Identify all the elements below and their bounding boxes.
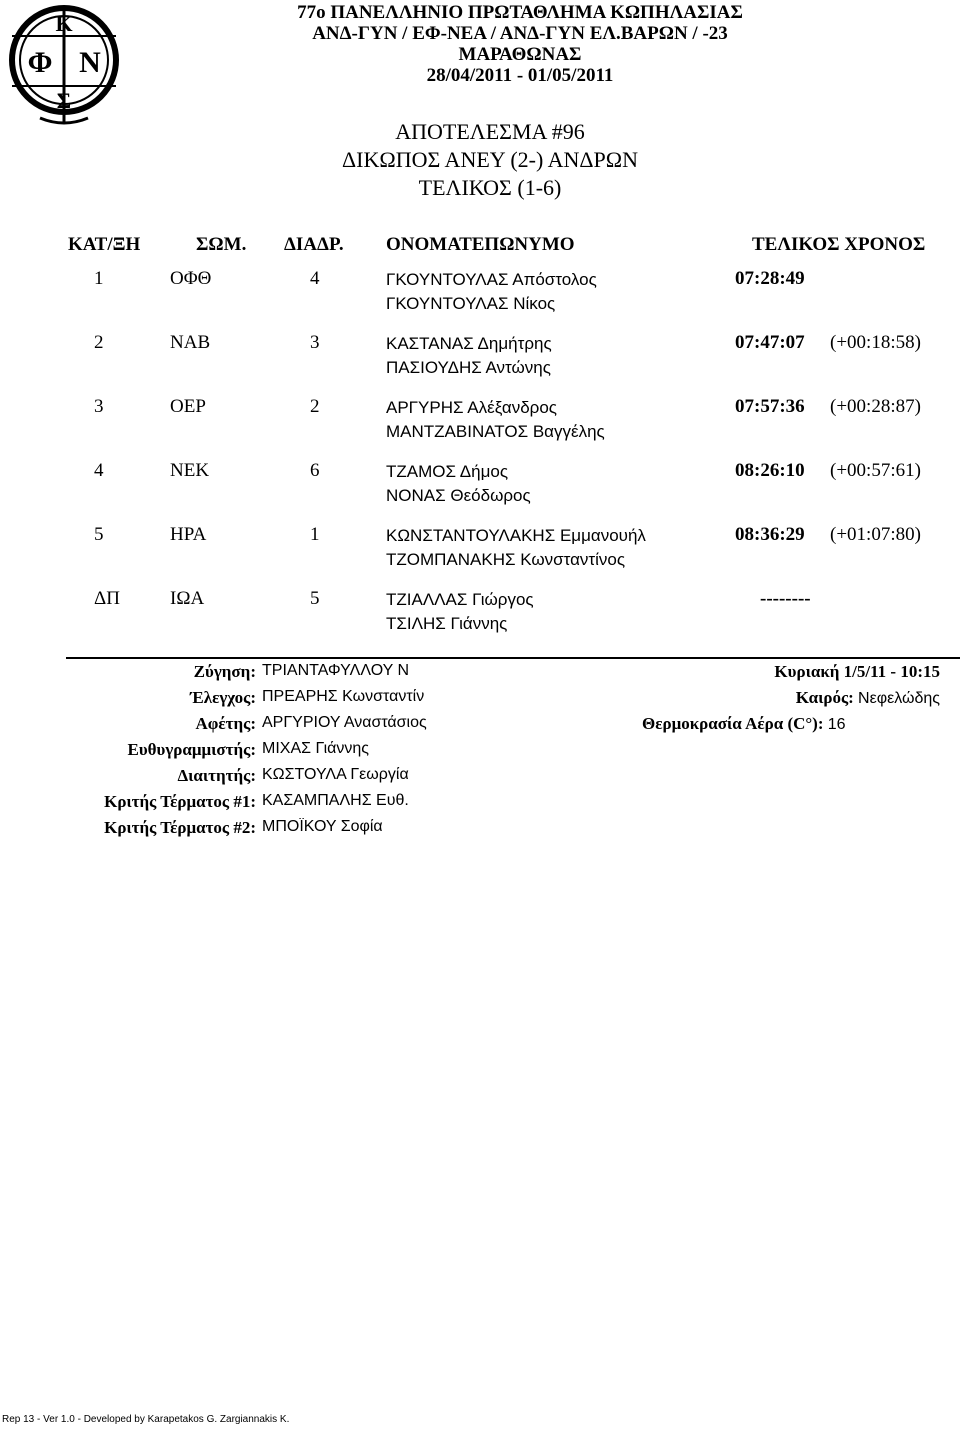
rank: 4	[94, 460, 104, 481]
col-rank: ΚΑΤ/ΞΗ	[68, 234, 141, 255]
rower-2: ΠΑΣΙΟΥΔΗΣ Αντώνης	[386, 358, 551, 377]
official-name: ΜΠΟΪΚΟΥ Σοφία	[262, 818, 383, 835]
logo-letter-k: Κ	[55, 11, 73, 36]
rower-1: ΤΖΑΜΟΣ Δήμος	[386, 462, 509, 481]
venue: ΜΑΡΑΘΩΝΑΣ	[458, 44, 582, 65]
official-label: Έλεγχος:	[190, 688, 256, 707]
dates: 28/04/2011 - 01/05/2011	[426, 65, 614, 86]
temperature	[642, 714, 942, 734]
categories: ΑΝΔ-ΓΥΝ / ΕΦ-ΝΕΑ / ΑΝΔ-ΓΥΝ ΕΛ.ΒΑΡΩΝ / -23	[312, 23, 728, 44]
rower-1: ΑΡΓΥΡΗΣ Αλέξανδρος	[386, 398, 557, 417]
official-label: Κριτής Τέρματος #2:	[104, 818, 256, 837]
time-diff: (+01:07:80)	[830, 524, 921, 545]
rank: 2	[94, 332, 104, 353]
official-row	[0, 818, 460, 844]
table-row	[0, 460, 960, 520]
time-diff: (+00:57:61)	[830, 460, 921, 481]
official-row	[0, 740, 460, 766]
official-name: ΜΙΧΑΣ Γιάννης	[262, 740, 369, 757]
official-name: ΤΡΙΑΝΤΑΦΥΛΛΟΥ Ν	[262, 662, 409, 679]
championship-title: 77ο ΠΑΝΕΛΛΗΝΙΟ ΠΡΩΤΑΘΛΗΜΑ ΚΩΠΗΛΑΣΙΑΣ	[297, 2, 743, 23]
official-row	[0, 792, 460, 818]
rower-1: ΓΚΟΥΝΤΟΥΛΑΣ Απόστολος	[386, 270, 597, 289]
lane: 4	[310, 268, 320, 289]
weather-label: Καιρός:	[795, 688, 854, 707]
logo-letter-n: Ν	[79, 46, 101, 79]
official-name: ΠΡΕΑΡΗΣ Κωνσταντίν	[262, 688, 425, 705]
rower-1: ΤΖΙΑΛΛΑΣ Γιώργος	[386, 590, 534, 609]
race-datetime: Κυριακή 1/5/11 - 10:15	[774, 662, 940, 681]
official-label: Αφέτης:	[195, 714, 256, 733]
championship-header	[230, 2, 810, 86]
official-name: ΚΩΣΤΟΥΛΑ Γεωργία	[262, 766, 409, 783]
official-label: Κριτής Τέρματος #1:	[104, 792, 256, 811]
lane: 2	[310, 396, 320, 417]
lane: 3	[310, 332, 320, 353]
official-name: ΑΡΓΥΡΙΟΥ Αναστάσιος	[262, 714, 427, 731]
rank: 3	[94, 396, 104, 417]
rower-2: ΓΚΟΥΝΤΟΥΛΑΣ Νίκος	[386, 294, 556, 313]
lane: 6	[310, 460, 320, 481]
official-name: ΚΑΣΑΜΠΑΛΗΣ Ευθ.	[262, 792, 409, 809]
final-time: 07:57:36	[735, 396, 805, 417]
race-stage: ΤΕΛΙΚΟΣ (1-6)	[418, 175, 562, 200]
result-header	[180, 118, 800, 202]
temperature-label: Θερμοκρασία Αέρα (C°):	[642, 714, 824, 733]
col-club: ΣΩΜ.	[196, 234, 247, 255]
table-row	[0, 268, 960, 328]
col-time: ΤΕΛΙΚΟΣ ΧΡΟΝΟΣ	[752, 234, 926, 255]
club: ΙΩΑ	[170, 588, 205, 609]
logo-letter-sigma: Σ	[56, 88, 72, 113]
official-row	[0, 766, 460, 792]
federation-logo	[0, 0, 128, 130]
result-number: ΑΠΟΤΕΛΕΣΜΑ #96	[395, 119, 585, 144]
club: ΟΦΘ	[170, 268, 212, 289]
rower-2: ΝΟΝΑΣ Θεόδωρος	[386, 486, 531, 505]
rower-2: ΤΖΟΜΠΑΝΑΚΗΣ Κωνσταντίνος	[386, 550, 626, 569]
rower-1: ΚΑΣΤΑΝΑΣ Δημήτρης	[386, 334, 552, 353]
table-row	[0, 588, 960, 648]
col-lane: ΔΙΑΔΡ.	[284, 234, 344, 255]
final-time: --------	[760, 588, 811, 609]
time-diff: (+00:18:58)	[830, 332, 921, 353]
official-row	[0, 714, 460, 740]
rank: ΔΠ	[94, 588, 120, 609]
table-row	[0, 332, 960, 392]
final-time: 08:26:10	[735, 460, 805, 481]
final-time: 07:47:07	[735, 332, 805, 353]
rower-1: ΚΩΝΣΤΑΝΤΟΥΛΑΚΗΣ Εμμανουήλ	[386, 526, 646, 545]
separator-line	[66, 657, 960, 659]
official-label: Ζύγηση:	[193, 662, 256, 681]
rower-2: ΤΣΙΛΗΣ Γιάννης	[386, 614, 508, 633]
club: ΝΕΚ	[170, 460, 210, 481]
report-footer: Rep 13 - Ver 1.0 - Developed by Karapetakos G. Zargiannakis K.	[2, 1414, 290, 1425]
weather	[390, 688, 940, 708]
table-row	[0, 524, 960, 584]
temperature-value: 16	[827, 716, 846, 733]
rower-2: ΜΑΝΤΖΑΒΙΝΑΤΟΣ Βαγγέλης	[386, 422, 605, 441]
rank: 1	[94, 268, 104, 289]
official-label: Ευθυγραμμιστής:	[127, 740, 256, 759]
col-names: ΟΝΟΜΑΤΕΠΩΝΥΜΟ	[386, 234, 575, 255]
event-name: ΔΙΚΩΠΟΣ ΑΝΕΥ (2-) ΑΝΔΡΩΝ	[341, 147, 639, 172]
lane: 1	[310, 524, 320, 545]
rank: 5	[94, 524, 104, 545]
club: ΟΕΡ	[170, 396, 206, 417]
table-row	[0, 396, 960, 456]
official-label: Διαιτητής:	[177, 766, 256, 785]
logo-letter-phi: Φ	[27, 46, 53, 79]
club: ΗΡΑ	[170, 524, 207, 545]
final-time: 08:36:29	[735, 524, 805, 545]
lane: 5	[310, 588, 320, 609]
club: ΝΑΒ	[170, 332, 211, 353]
time-diff: (+00:28:87)	[830, 396, 921, 417]
final-time: 07:28:49	[735, 268, 805, 289]
weather-value: Νεφελώδης	[858, 690, 940, 707]
